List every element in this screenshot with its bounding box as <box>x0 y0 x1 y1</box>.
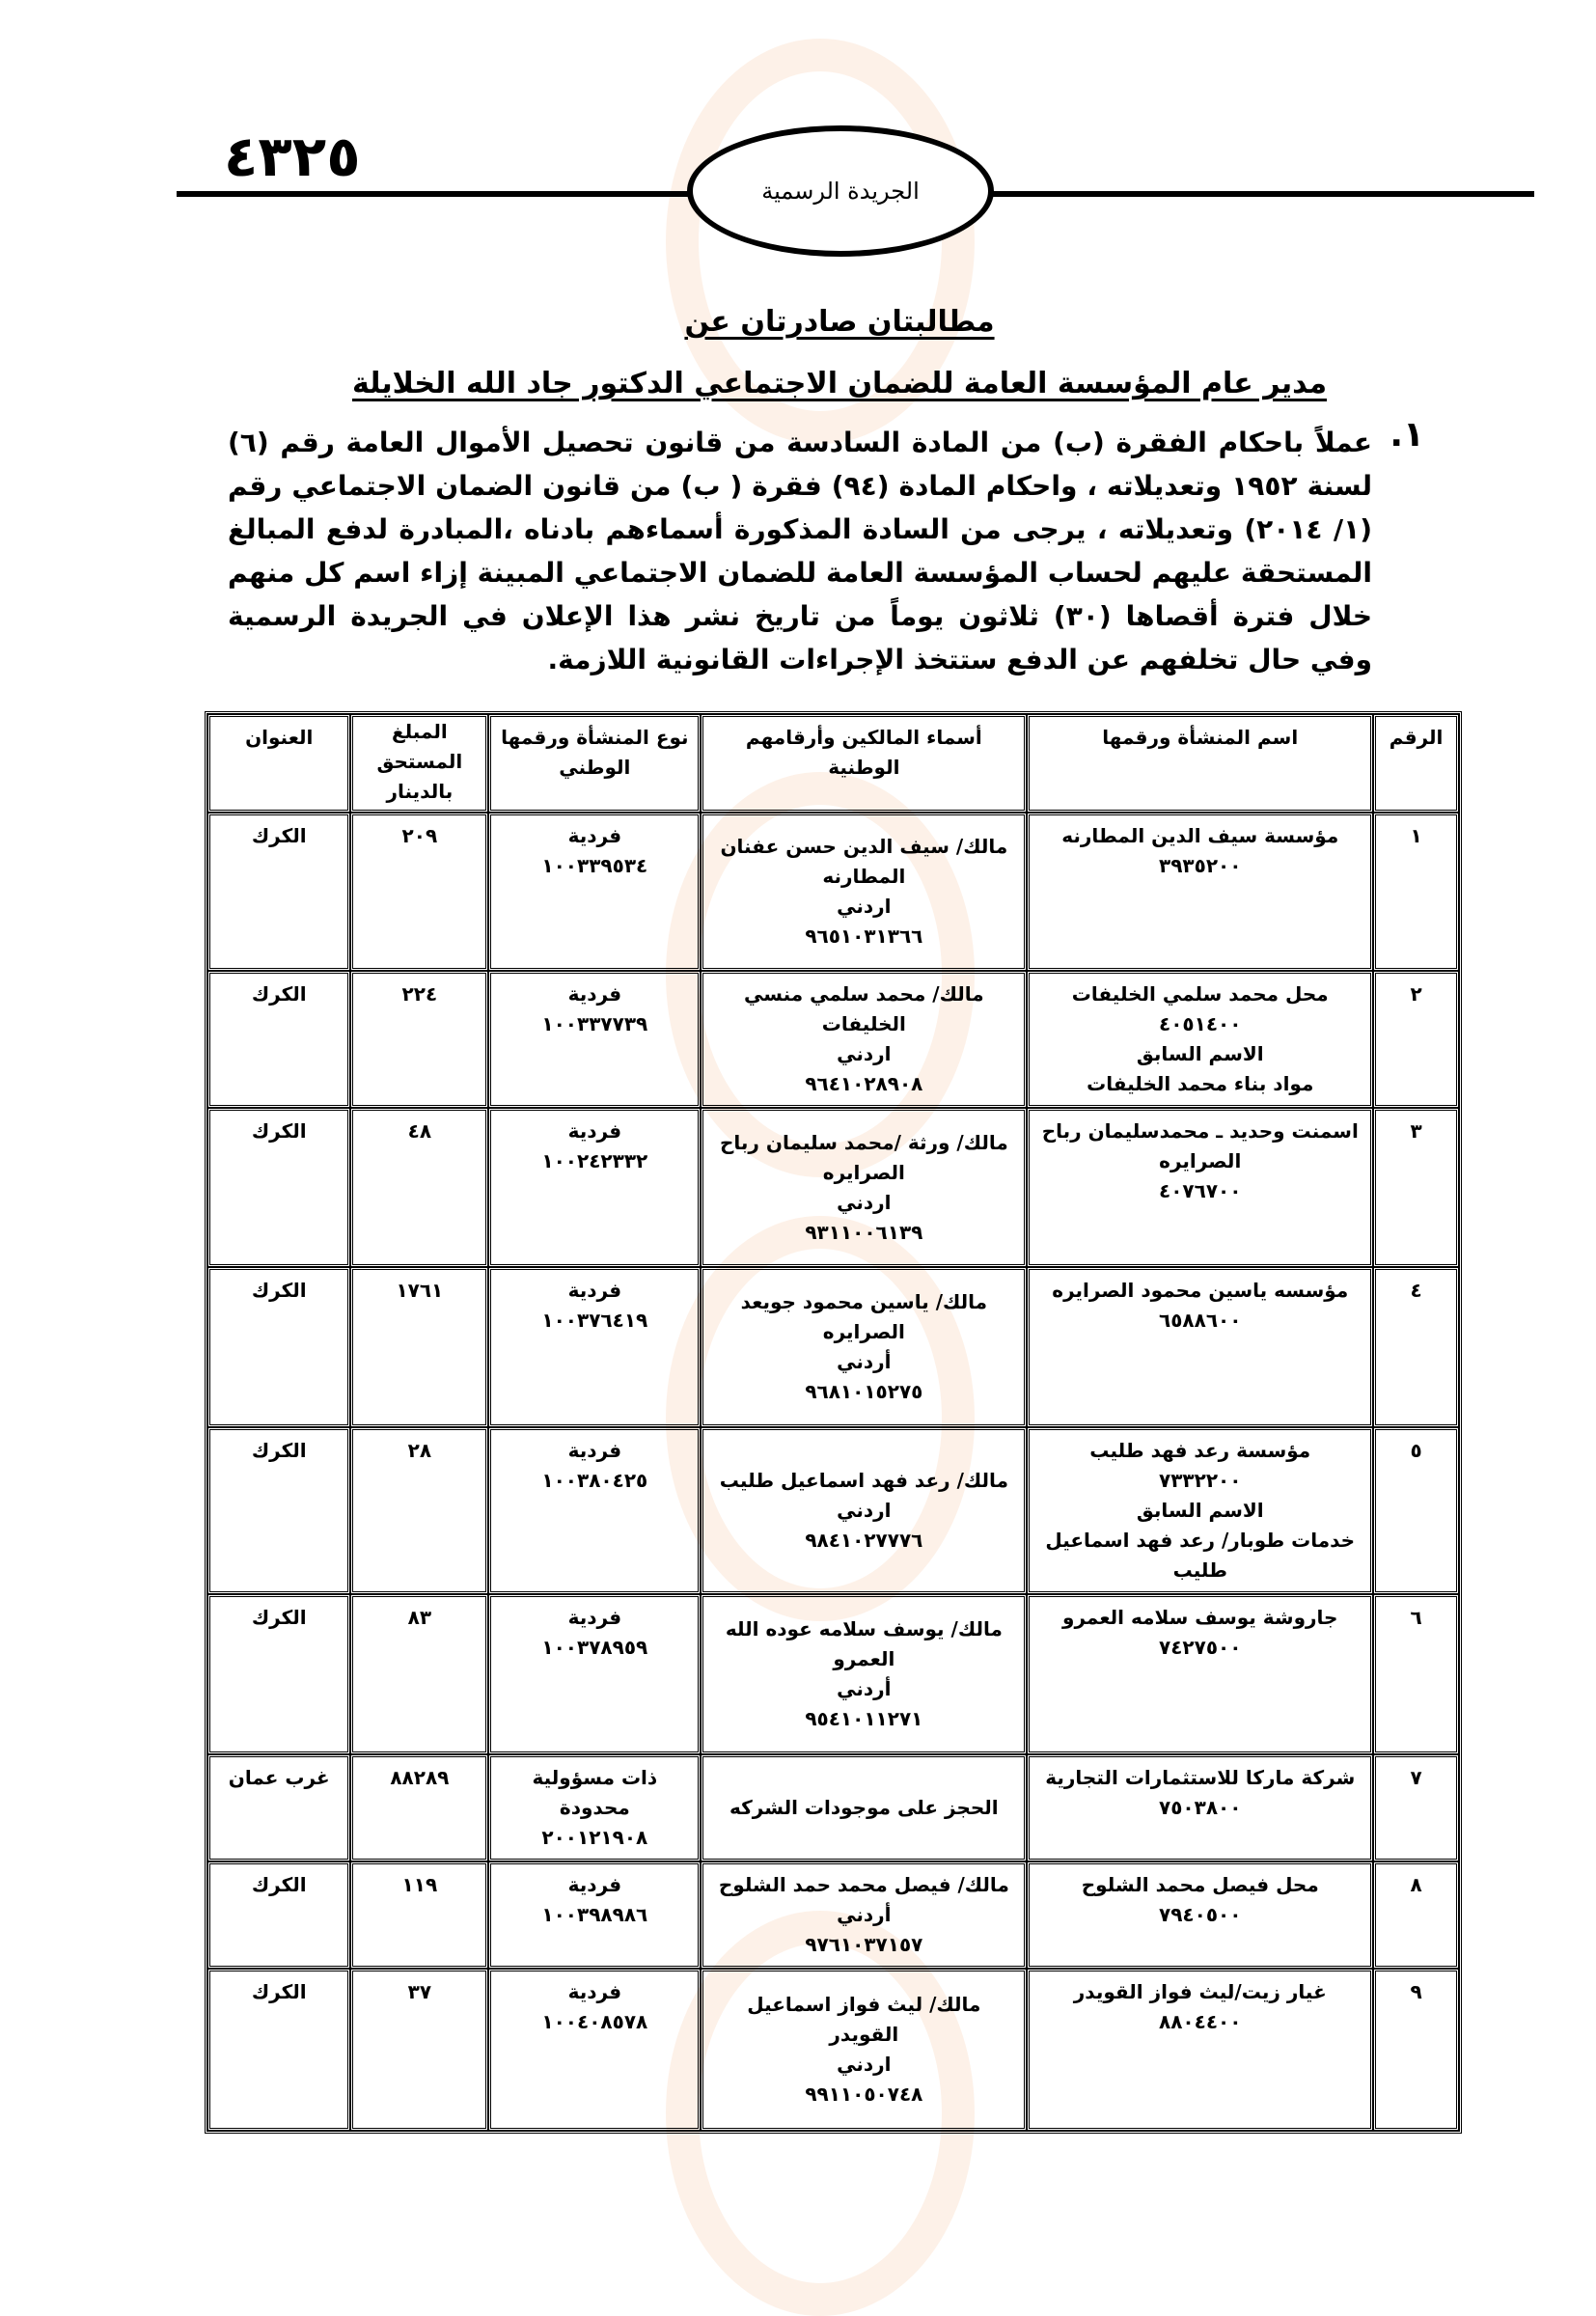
table-row <box>207 1108 1459 1267</box>
page-number: ٤٣٢٥ <box>224 124 361 189</box>
cell-owners-line: مالك/ ورثة /محمد سليمان رباح <box>719 1130 1008 1154</box>
claims-table <box>205 711 1462 2134</box>
paragraph-number: ١. <box>1390 415 1424 455</box>
cell-amount: ٨٣ <box>350 1594 488 1754</box>
cell-type-line: ١٠٠٣٣٩٥٣٤ <box>541 854 648 877</box>
table-row <box>207 1267 1459 1427</box>
cell-establishment-line: ٨٨٠٤٤٠٠ <box>1159 2010 1242 2033</box>
cell-establishment-line: الاسم السابق <box>1136 1499 1264 1522</box>
cell-owners-line: ٩٧٦١٠٣٧١٥٧ <box>805 1933 923 1956</box>
cell-number: ٦ <box>1373 1594 1459 1754</box>
cell-address: الكرك <box>207 1861 350 1969</box>
table-row <box>207 1754 1459 1861</box>
cell-owners <box>701 1861 1027 1969</box>
cell-number: ٥ <box>1373 1427 1459 1594</box>
table-row <box>207 813 1459 971</box>
title-line-2: مدير عام المؤسسة العامة للضمان الاجتماعي الدكتور جاد الله الخلايلة <box>351 367 1328 400</box>
header-amount: المبلغ المستحق بالدينار <box>350 714 488 813</box>
cell-establishment-line: ٦٥٨٨٦٠٠ <box>1159 1309 1242 1332</box>
cell-number: ١ <box>1373 813 1459 971</box>
cell-establishment <box>1027 1754 1373 1861</box>
cell-establishment-line: ٧٣٣٢٢٠٠ <box>1159 1469 1242 1492</box>
cell-type <box>488 1108 701 1267</box>
cell-number: ٩ <box>1373 1969 1459 2131</box>
cell-establishment <box>1027 1108 1373 1267</box>
cell-owners <box>701 1108 1027 1267</box>
cell-owners-line: اردني <box>837 1042 892 1065</box>
cell-type-line: ١٠٠٢٤٢٣٣٢ <box>541 1149 648 1172</box>
cell-establishment-line: خدمات طوبار/ رعد فهد اسماعيل <box>1045 1529 1356 1552</box>
cell-amount: ٢٨ <box>350 1427 488 1594</box>
cell-establishment <box>1027 813 1373 971</box>
cell-establishment-line: مؤسسة رعد فهد طليب <box>1089 1439 1311 1462</box>
cell-owners-line: مالك/ ياسين محمود جويعد <box>740 1290 988 1313</box>
cell-address: الكرك <box>207 1594 350 1754</box>
cell-number: ٣ <box>1373 1108 1459 1267</box>
cell-owners-line: أردني <box>837 1903 892 1926</box>
cell-establishment-line: الاسم السابق <box>1136 1042 1264 1065</box>
cell-owners-line: اردني <box>837 1190 892 1214</box>
cell-owners-line: مالك/ يوسف سلامه عوده الله <box>725 1617 1003 1640</box>
header-number: الرقم <box>1373 714 1459 813</box>
header-type: نوع المنشأة ورقمها الوطني <box>488 714 701 813</box>
cell-type-line: ١٠٠٣٨٠٤٢٥ <box>541 1469 648 1492</box>
cell-type-line: ذات مسؤولية <box>532 1766 658 1789</box>
cell-owners <box>701 1594 1027 1754</box>
cell-number: ٧ <box>1373 1754 1459 1861</box>
cell-owners-line: ٩٣١١٠٠٦١٣٩ <box>805 1220 923 1244</box>
header-establishment: اسم المنشأة ورقمها <box>1027 714 1373 813</box>
cell-establishment <box>1027 1969 1373 2131</box>
cell-owners-line: المطارنه <box>822 865 906 888</box>
cell-type <box>488 1594 701 1754</box>
cell-type <box>488 1754 701 1861</box>
table-row <box>207 971 1459 1108</box>
cell-type <box>488 971 701 1108</box>
cell-type <box>488 1427 701 1594</box>
cell-establishment-line: مواد بناء محمد الخليفات <box>1087 1072 1314 1095</box>
cell-type-line: ١٠٠٣٧٨٩٥٩ <box>541 1636 648 1659</box>
cell-owners-line: الحجز على موجودات الشركه <box>729 1796 999 1819</box>
table-row <box>207 1427 1459 1594</box>
cell-establishment-line: مؤسسه ياسين محمود الصرايره <box>1052 1279 1349 1302</box>
cell-type-line: فردية <box>567 1279 622 1302</box>
cell-type-line: ١٠٠٣٩٨٩٨٦ <box>541 1903 648 1926</box>
cell-owners-line: اردني <box>837 895 892 918</box>
cell-owners-line: ٩٦٨١٠١٥٢٧٥ <box>805 1380 923 1403</box>
header-address: العنوان <box>207 714 350 813</box>
cell-amount: ١٧٦١ <box>350 1267 488 1427</box>
cell-type-line: فردية <box>567 1439 622 1462</box>
cell-owners-line: اردني <box>837 1499 892 1522</box>
cell-owners <box>701 1427 1027 1594</box>
cell-type-line: فردية <box>567 1980 622 2003</box>
cell-establishment-line: ٧٤٢٧٥٠٠ <box>1159 1636 1242 1659</box>
cell-owners <box>701 1969 1027 2131</box>
cell-establishment <box>1027 1427 1373 1594</box>
cell-establishment-line: طليب <box>1172 1558 1227 1582</box>
cell-owners-line: مالك/ سيف الدين حسن عفنان <box>720 835 1008 858</box>
cell-establishment <box>1027 1267 1373 1427</box>
cell-type-line: ٢٠٠١٢١٩٠٨ <box>541 1826 648 1849</box>
cell-type-line: فردية <box>567 824 622 847</box>
cell-owners-line: ٩٦٤١٠٢٨٩٠٨ <box>805 1072 923 1095</box>
cell-amount: ٣٧ <box>350 1969 488 2131</box>
cell-establishment <box>1027 1594 1373 1754</box>
cell-type-line: فردية <box>567 1606 622 1629</box>
table-row <box>207 1861 1459 1969</box>
cell-establishment-line: محل فيصل محمد الشلوح <box>1081 1873 1319 1896</box>
cell-establishment-line: ٣٩٣٥٢٠٠ <box>1159 854 1242 877</box>
cell-owners-line: ٩٩١١٠٥٠٧٤٨ <box>805 2082 923 2106</box>
cell-owners-line: أردني <box>837 1677 892 1700</box>
gazette-name: الجريدة الرسمية <box>761 178 920 205</box>
cell-number: ٤ <box>1373 1267 1459 1427</box>
table-header-row <box>207 714 1459 813</box>
cell-type-line: فردية <box>567 1873 622 1896</box>
cell-owners <box>701 1267 1027 1427</box>
cell-owners-line: الصرايره <box>822 1160 905 1184</box>
cell-owners <box>701 971 1027 1108</box>
cell-address: الكرك <box>207 813 350 971</box>
cell-establishment-line: جاروشة يوسف سلامه العمرو <box>1062 1606 1338 1629</box>
cell-establishment-line: ٧٩٤٠٥٠٠ <box>1159 1903 1242 1926</box>
cell-establishment <box>1027 1861 1373 1969</box>
cell-address: الكرك <box>207 971 350 1108</box>
title-line-1: مطالبتان صادرتان عن <box>684 305 995 339</box>
cell-owners-line: مالك/ رعد فهد اسماعيل طليب <box>719 1469 1008 1492</box>
cell-type-line: ١٠٠٣٣٧٧٣٩ <box>541 1012 648 1035</box>
cell-type-line: فردية <box>567 1119 622 1143</box>
cell-type-line: ١٠٠٣٧٦٤١٩ <box>541 1309 648 1332</box>
cell-establishment-line: ٤٠٧٦٧٠٠ <box>1159 1179 1242 1202</box>
cell-owners <box>701 1754 1027 1861</box>
cell-amount: ٢٢٤ <box>350 971 488 1108</box>
table-row <box>207 1969 1459 2131</box>
cell-owners-line: الصرايره <box>822 1320 905 1343</box>
cell-type <box>488 1267 701 1427</box>
cell-establishment-line: غيار زيت/ليث فواز القويدر <box>1073 1980 1327 2003</box>
cell-address: الكرك <box>207 1108 350 1267</box>
cell-type-line: فردية <box>567 982 622 1006</box>
cell-owners-line: مالك/ محمد سلمي منسي الخليفات <box>744 982 984 1035</box>
cell-address: الكرك <box>207 1969 350 2131</box>
cell-owners <box>701 813 1027 971</box>
cell-amount: ٢٠٩ <box>350 813 488 971</box>
cell-owners-line: مالك/ ليث فواز اسماعيل القويدر <box>747 1993 981 2046</box>
cell-owners-line: أردني <box>837 1350 892 1373</box>
cell-establishment-line: شركة ماركا للاستثمارات التجارية <box>1045 1766 1356 1789</box>
cell-number: ٨ <box>1373 1861 1459 1969</box>
table-row <box>207 1594 1459 1754</box>
cell-type-line: ١٠٠٤٠٨٥٧٨ <box>541 2010 648 2033</box>
cell-owners-line: العمرو <box>833 1647 895 1670</box>
cell-address: الكرك <box>207 1427 350 1594</box>
cell-owners-line: ٩٥٤١٠١١٢٧١ <box>805 1707 923 1730</box>
cell-address: غرب عمان <box>207 1754 350 1861</box>
cell-establishment-line: ٧٥٠٣٨٠٠ <box>1159 1796 1242 1819</box>
cell-owners-line: اردني <box>837 2053 892 2076</box>
cell-establishment-line: ٤٠٥١٤٠٠ <box>1159 1012 1242 1035</box>
cell-establishment-line: الصرايره <box>1159 1149 1242 1172</box>
cell-number: ٢ <box>1373 971 1459 1108</box>
cell-type <box>488 1969 701 2131</box>
cell-establishment <box>1027 971 1373 1108</box>
cell-establishment-line: محل محمد سلمي الخليفات <box>1071 982 1329 1006</box>
cell-type-line: محدودة <box>559 1796 630 1819</box>
cell-amount: ٤٨ <box>350 1108 488 1267</box>
cell-owners-line: ٩٦٥١٠٣١٣٦٦ <box>805 924 923 948</box>
cell-address: الكرك <box>207 1267 350 1427</box>
cell-type <box>488 1861 701 1969</box>
paragraph-text: عملاً باحكام الفقرة (ب) من المادة السادسة من قانون تحصيل الأموال العامة رقم (٦) لسنة ١٩٥٢ وتعديلاته ، واحكام المادة (٩٤) فقرة ( ب) من قانون الضمان الاجتماعي رقم (١/ ٢٠١٤) وتعديلاته ، يرجى من السادة المذكورة أسماءهم بادناه ،المبادرة لدفع المبالغ المستحقة عليهم لحساب المؤسسة العامة للضمان الاجتماعي المبينة إزاء اسم كل منهم خلال فترة أقصاها (٣٠) ثلاثون يوماً من تاريخ نشر هذا الإعلان في الجريدة الرسمية وفي حال تخلفهم عن الدفع ستتخذ الإجراءات القانونية اللازمة. <box>228 427 1373 676</box>
cell-owners-line: ٩٨٤١٠٢٧٧٧٦ <box>805 1529 923 1552</box>
cell-establishment-line: اسمنت وحديد ـ محمدسليمان رباح <box>1041 1119 1359 1143</box>
cell-establishment-line: مؤسسة سيف الدين المطارنه <box>1061 824 1339 847</box>
cell-amount: ١١٩ <box>350 1861 488 1969</box>
cell-type <box>488 813 701 971</box>
cell-amount: ٨٨٢٨٩ <box>350 1754 488 1861</box>
header-owners: أسماء المالكين وأرقامهم الوطنية <box>701 714 1027 813</box>
cell-owners-line: مالك/ فيصل محمد حمد الشلوح <box>718 1873 1009 1896</box>
gazette-name-badge <box>687 125 994 257</box>
